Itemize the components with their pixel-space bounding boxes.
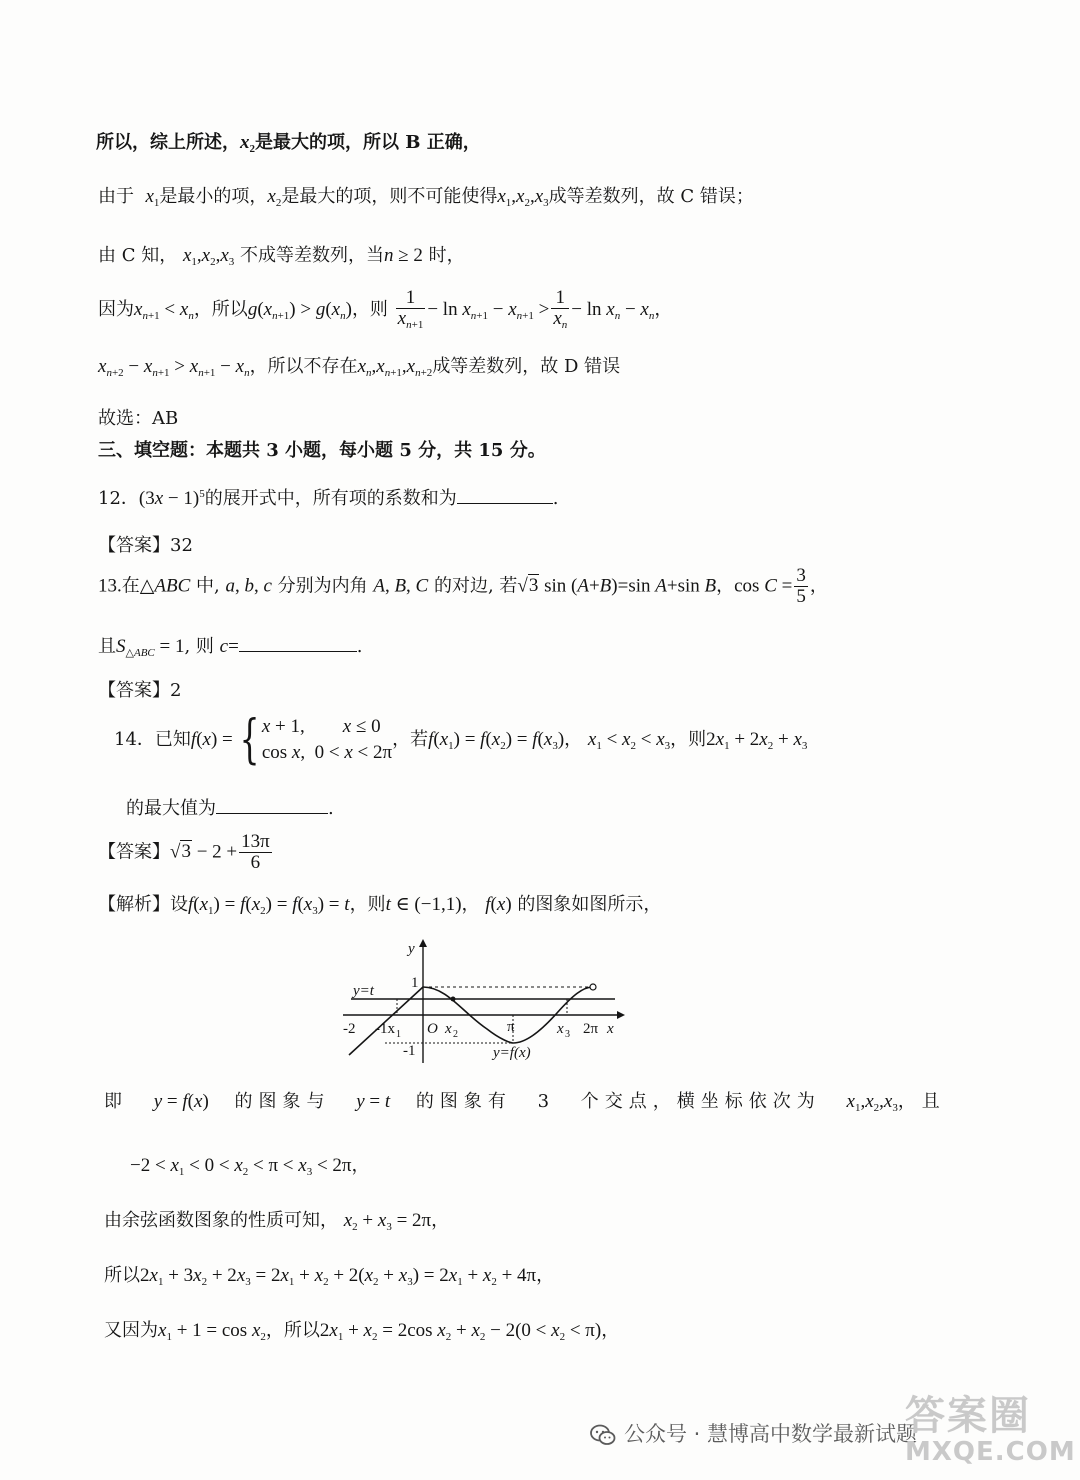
answer-14: 【答案】√3 − 2 + $\frac{13\pi}{6}$	[98, 831, 270, 873]
solution-5: 又因为$x_1 + 1 = \cos x_2$，所以$2x_1 + x_2 = 2\cos$ $x_2 + x_2 - 2(0 < x_2 < \pi)$，	[104, 1320, 620, 1343]
line-option-d: $x_{n+2} - x_{n+1} > x_{n+1} - x_n$，所以不存在$x_n,x_{n+1},x_{n+2}$成等差数列，故 D 错误	[98, 356, 621, 379]
line-because: 因为$x_{n+1} < x_n$，所以$g(x_{n+1}) > g(x_n)$，则 $\frac{1}{x_{n+1}}$ − $\ln x_{n+1} - x_{n+1}$ > $\frac{1}{x_n}$ − $\ln x_n - x_n$，	[98, 287, 673, 331]
stamp-big-text: 答案圈	[905, 1393, 1031, 1439]
x-axis-arrow	[617, 1011, 625, 1019]
solution-1: 即 y = f(x) 的图象与 y = t 的图象有 3 个交点，横坐标依次为 $x_1,x_2,x_3$，且	[104, 1091, 946, 1114]
tick-x3: x	[557, 1021, 564, 1037]
line-from-c: 由 C 知， $x_1,x_2,x_3$ 不成等差数列，当n ≥ 2 时，	[98, 245, 465, 268]
analysis-intro: 【解析】设$f(x_1) = f(x_2) = f(x_3) = t$，则t ∈ (−1,1)， f(x) 的图象如图所示，	[98, 894, 662, 917]
answer-13: 【答案】2	[98, 680, 182, 701]
tick-x2-sub: 2	[453, 1029, 458, 1040]
solution-2: $-2 < x_1 < 0 < x_2 < \pi < x_3 < 2\pi$，	[130, 1155, 370, 1178]
question-13-cont: 且$S_{\triangle ABC} = 1$, 则 c= .	[98, 636, 363, 659]
line-option-c: 由于 $x_1$是最小的项，$x_2$是最大的项，则不可能使得$x_1,x_2,x_3$成等差数列，故 C 错误；	[98, 186, 754, 209]
tick-1: 1	[411, 975, 419, 991]
line-choose-ab: 故选：AB	[98, 408, 179, 429]
question-14: 14．已知f(x) = { x + 1, x ≤ 0 cos x, 0 < x < 2π ，若$f(x_1) = f(x_2) = f(x_3)$， $x_1 < x_2 < x_3$，则$2x_1 + 2x_2 + x_3$	[114, 710, 808, 770]
solution-4: 所以$2x_1 + 3x_2 + 2x_3 = 2x_1 + x_2 + 2(x_2 + x_3) = 2x_1 + x_2 + 4\pi$，	[104, 1265, 555, 1288]
tick-neg1-x1-sub: 1	[396, 1029, 401, 1040]
label-y-fx: y=f(x)	[493, 1045, 531, 1061]
line-conclusion-b: 所以，综上所述，$x_2$是最大的项，所以 B 正确，	[96, 132, 481, 155]
tick-x2: x	[445, 1021, 452, 1037]
origin-label: O	[427, 1021, 438, 1037]
x-axis-label: x	[607, 1021, 614, 1037]
y-axis-label: y	[408, 941, 415, 957]
stamp-small-text: MXQE.COM	[905, 1437, 1076, 1467]
question-12: 12．$(3x - 1)^5$的展开式中，所有项的系数和为 .	[98, 488, 559, 509]
y-axis-arrow	[419, 939, 427, 947]
tick-2pi: 2π	[583, 1021, 599, 1037]
wechat-icon	[590, 1424, 616, 1446]
tick-neg2: -2	[343, 1021, 356, 1037]
intersection-dot	[451, 997, 456, 1002]
tick-neg1-x1: -1x	[375, 1021, 395, 1037]
answer-12: 【答案】32	[98, 535, 193, 556]
open-endpoint	[590, 984, 596, 990]
tick-neg1: -1	[403, 1043, 416, 1059]
watermark	[590, 1418, 917, 1448]
question-14-cont: 的最大值为 .	[126, 798, 334, 819]
watermark-text: 公众号 · 慧博高中数学最新试题	[624, 1422, 918, 1446]
function-graph	[335, 937, 625, 1065]
label-y-t: y=t	[353, 983, 374, 999]
tick-pi: π	[507, 1019, 515, 1035]
tick-x3-sub: 3	[565, 1029, 570, 1040]
question-13: 13.在△ABC 中, a, b, c 分别为内角 A, B, C 的对边, 若√3 sin (A+B)=sin A+sin B，cos C = $\frac{3}{5}$ ，	[98, 565, 828, 607]
solution-3: 由余弦函数图象的性质可知， $x_2 + x_3 = 2\pi$，	[104, 1210, 450, 1233]
answer-stamp-watermark	[905, 1393, 1076, 1475]
section-fill-in: 三、填空题：本题共 3 小题，每小题 5 分，共 15 分。	[98, 440, 546, 461]
